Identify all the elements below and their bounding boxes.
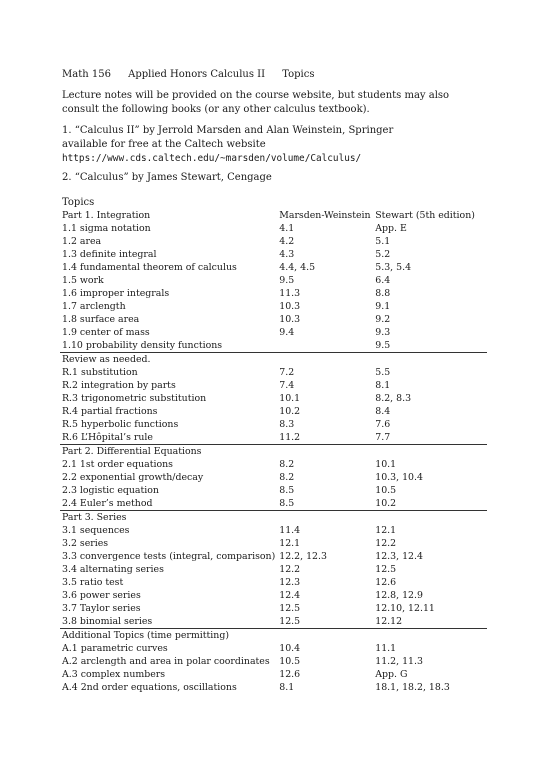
topic-row (60, 576, 487, 589)
topic-row (60, 537, 487, 550)
section-title: Additional Topics (time permitting) (60, 629, 277, 643)
topic-cell: R.5 hyperbolic functions (62, 419, 179, 430)
marsden-weinstein-cell: 7.2 (279, 367, 295, 378)
section-header-row (60, 629, 487, 643)
column-header-marsden (277, 445, 373, 459)
stewart-cell: 6.4 (375, 275, 391, 286)
marsden-weinstein-cell: 8.5 (279, 485, 295, 496)
marsden-weinstein-cell: 10.5 (279, 656, 301, 667)
marsden-weinstein-cell: 10.4 (279, 643, 301, 654)
marsden-weinstein-cell: 11.2 (279, 432, 301, 443)
marsden-weinstein-cell: 9.5 (279, 275, 295, 286)
stewart-cell: 12.1 (375, 525, 397, 536)
topic-row (60, 366, 487, 379)
section-header-row (60, 353, 487, 367)
book1-availability-line: available for free at the Caltech website (62, 139, 266, 150)
topic-cell: R.4 partial fractions (62, 406, 158, 417)
marsden-weinstein-cell: 10.1 (279, 393, 301, 404)
stewart-cell: 12.12 (375, 616, 403, 627)
topic-row (60, 615, 487, 629)
marsden-weinstein-cell: 8.1 (279, 682, 295, 693)
topic-row (60, 261, 487, 274)
book1-title-line: 1. “Calculus II” by Jerrold Marsden and Alan Weinstein, Springer (62, 125, 394, 136)
marsden-weinstein-cell: 11.4 (279, 525, 301, 536)
topic-row (60, 339, 487, 353)
topic-cell: R.2 integration by parts (62, 380, 176, 391)
column-header-marsden (277, 353, 373, 367)
stewart-cell: App. G (375, 669, 408, 680)
page-header (62, 69, 328, 80)
section-title: Part 2. Differential Equations (60, 445, 277, 459)
column-header-marsden: Marsden-Weinstein (279, 210, 371, 221)
topic-row (60, 589, 487, 602)
topic-row (60, 313, 487, 326)
topic-row (60, 497, 487, 511)
topic-row (60, 418, 487, 431)
stewart-cell: 8.1 (375, 380, 391, 391)
marsden-weinstein-cell: 4.1 (279, 223, 295, 234)
topic-row (60, 668, 487, 681)
topic-cell: 1.3 definite integral (62, 249, 157, 260)
stewart-cell: 9.2 (375, 314, 391, 325)
stewart-cell: 9.1 (375, 301, 391, 312)
course-number: Math 156 (62, 69, 111, 80)
topics-table (60, 209, 487, 694)
topic-cell: A.3 complex numbers (62, 669, 166, 680)
topic-cell: R.1 substitution (62, 367, 138, 378)
section-title: Part 3. Series (60, 511, 277, 525)
stewart-cell: App. E (375, 223, 407, 234)
marsden-weinstein-cell: 12.1 (279, 538, 301, 549)
stewart-cell: 12.2 (375, 538, 397, 549)
topic-cell: 1.2 area (62, 236, 102, 247)
stewart-cell: 11.1 (375, 643, 397, 654)
section-header-row (60, 511, 487, 525)
topics-heading: Topics (62, 197, 95, 208)
topic-cell: 1.4 fundamental theorem of calculus (62, 262, 237, 273)
topic-row (60, 431, 487, 445)
marsden-weinstein-cell: 12.5 (279, 603, 301, 614)
topic-cell: A.2 arclength and area in polar coordinates (62, 656, 270, 667)
topic-row (60, 524, 487, 537)
topic-row (60, 642, 487, 655)
stewart-cell: 8.2, 8.3 (375, 393, 412, 404)
topic-cell: 1.1 sigma notation (62, 223, 151, 234)
column-header-marsden (277, 629, 373, 643)
topic-row (60, 326, 487, 339)
topic-row (60, 655, 487, 668)
topic-cell: A.4 2nd order equations, oscillations (62, 682, 237, 693)
marsden-weinstein-cell: 8.5 (279, 498, 295, 509)
section-title: Part 1. Integration (62, 210, 151, 221)
marsden-weinstein-cell: 12.2, 12.3 (279, 551, 327, 562)
stewart-cell: 7.6 (375, 419, 391, 430)
stewart-cell: 12.8, 12.9 (375, 590, 423, 601)
topic-row (60, 458, 487, 471)
stewart-cell: 8.4 (375, 406, 391, 417)
topic-cell: 3.3 convergence tests (integral, comparison) (62, 551, 276, 562)
marsden-weinstein-cell: 10.2 (279, 406, 301, 417)
book1-url-link[interactable]: https://www.cds.caltech.edu/~marsden/volume/Calculus/ (62, 153, 362, 164)
marsden-weinstein-cell: 4.2 (279, 236, 295, 247)
column-header-marsden (277, 511, 373, 525)
stewart-cell: 8.8 (375, 288, 391, 299)
topic-row (60, 300, 487, 313)
marsden-weinstein-cell: 4.3 (279, 249, 295, 260)
stewart-cell: 9.5 (375, 340, 391, 351)
stewart-cell: 10.2 (375, 498, 397, 509)
marsden-weinstein-cell: 8.2 (279, 472, 295, 483)
topic-cell: 2.4 Euler’s method (62, 498, 153, 509)
marsden-weinstein-cell: 7.4 (279, 380, 295, 391)
section-header-row (60, 445, 487, 459)
topic-cell: 2.2 exponential growth/decay (62, 472, 204, 483)
topic-cell: R.3 trigonometric substitution (62, 393, 207, 404)
topic-row (60, 484, 487, 497)
topic-cell: 2.3 logistic equation (62, 485, 159, 496)
book-reference-2: 2. “Calculus” by James Stewart, Cengage (62, 172, 272, 183)
topic-cell: 3.7 Taylor series (62, 603, 141, 614)
topic-cell: 3.2 series (62, 538, 109, 549)
topic-cell: 1.10 probability density functions (62, 340, 223, 351)
marsden-weinstein-cell: 12.3 (279, 577, 301, 588)
stewart-cell: 12.6 (375, 577, 397, 588)
marsden-weinstein-cell: 11.3 (279, 288, 301, 299)
stewart-cell: 12.3, 12.4 (375, 551, 423, 562)
topic-row (60, 379, 487, 392)
marsden-weinstein-cell: 8.2 (279, 459, 295, 470)
column-header-stewart: Stewart (5th edition) (375, 210, 475, 221)
topic-cell: 3.8 binomial series (62, 616, 153, 627)
stewart-cell: 10.3, 10.4 (375, 472, 423, 483)
topic-row (60, 471, 487, 484)
stewart-cell: 5.5 (375, 367, 391, 378)
topic-cell: 1.6 improper integrals (62, 288, 170, 299)
stewart-cell: 5.2 (375, 249, 391, 260)
topic-row (60, 681, 487, 694)
stewart-cell: 10.1 (375, 459, 397, 470)
stewart-cell: 9.3 (375, 327, 391, 338)
topic-cell: 3.4 alternating series (62, 564, 164, 575)
book-reference-1 (62, 124, 393, 166)
column-header-stewart (373, 353, 487, 367)
topic-row (60, 550, 487, 563)
intro-paragraph: Lecture notes will be provided on the course website, but students may also consult the following books (or any other calculus textbook). (62, 90, 450, 115)
stewart-cell: 7.7 (375, 432, 391, 443)
marsden-weinstein-cell (277, 339, 373, 353)
topic-row (60, 602, 487, 615)
marsden-weinstein-cell: 12.4 (279, 590, 301, 601)
column-header-stewart (373, 511, 487, 525)
document-title: Topics (282, 69, 315, 80)
topic-row (60, 274, 487, 287)
topic-cell: 3.6 power series (62, 590, 141, 601)
topic-cell: 1.7 arclength (62, 301, 126, 312)
topic-cell: 3.5 ratio test (62, 577, 124, 588)
topic-row (60, 222, 487, 235)
stewart-cell: 5.1 (375, 236, 391, 247)
stewart-cell: 5.3, 5.4 (375, 262, 412, 273)
topic-row (60, 287, 487, 300)
marsden-weinstein-cell: 9.4 (279, 327, 295, 338)
course-name: Applied Honors Calculus II (128, 69, 266, 80)
marsden-weinstein-cell: 8.3 (279, 419, 295, 430)
topic-cell: 1.8 surface area (62, 314, 140, 325)
section-title: Review as needed. (60, 353, 277, 367)
marsden-weinstein-cell: 12.6 (279, 669, 301, 680)
stewart-cell: 11.2, 11.3 (375, 656, 423, 667)
topic-cell: 1.5 work (62, 275, 104, 286)
topic-row (60, 405, 487, 418)
column-header-stewart (373, 445, 487, 459)
topic-row (60, 248, 487, 261)
topic-row (60, 392, 487, 405)
marsden-weinstein-cell: 10.3 (279, 314, 301, 325)
marsden-weinstein-cell: 4.4, 4.5 (279, 262, 316, 273)
topic-cell: R.6 L’Hôpital’s rule (62, 432, 153, 443)
column-header-stewart (373, 629, 487, 643)
marsden-weinstein-cell: 10.3 (279, 301, 301, 312)
stewart-cell: 10.5 (375, 485, 397, 496)
topic-cell: A.1 parametric curves (62, 643, 168, 654)
stewart-cell: 12.5 (375, 564, 397, 575)
topic-cell: 2.1 1st order equations (62, 459, 173, 470)
stewart-cell: 18.1, 18.2, 18.3 (375, 682, 450, 693)
topic-cell: 3.1 sequences (62, 525, 130, 536)
stewart-cell: 12.10, 12.11 (375, 603, 435, 614)
topic-row (60, 563, 487, 576)
marsden-weinstein-cell: 12.5 (279, 616, 301, 627)
marsden-weinstein-cell: 12.2 (279, 564, 301, 575)
topic-cell: 1.9 center of mass (62, 327, 150, 338)
topic-row (60, 235, 487, 248)
section-header-row (60, 209, 487, 222)
